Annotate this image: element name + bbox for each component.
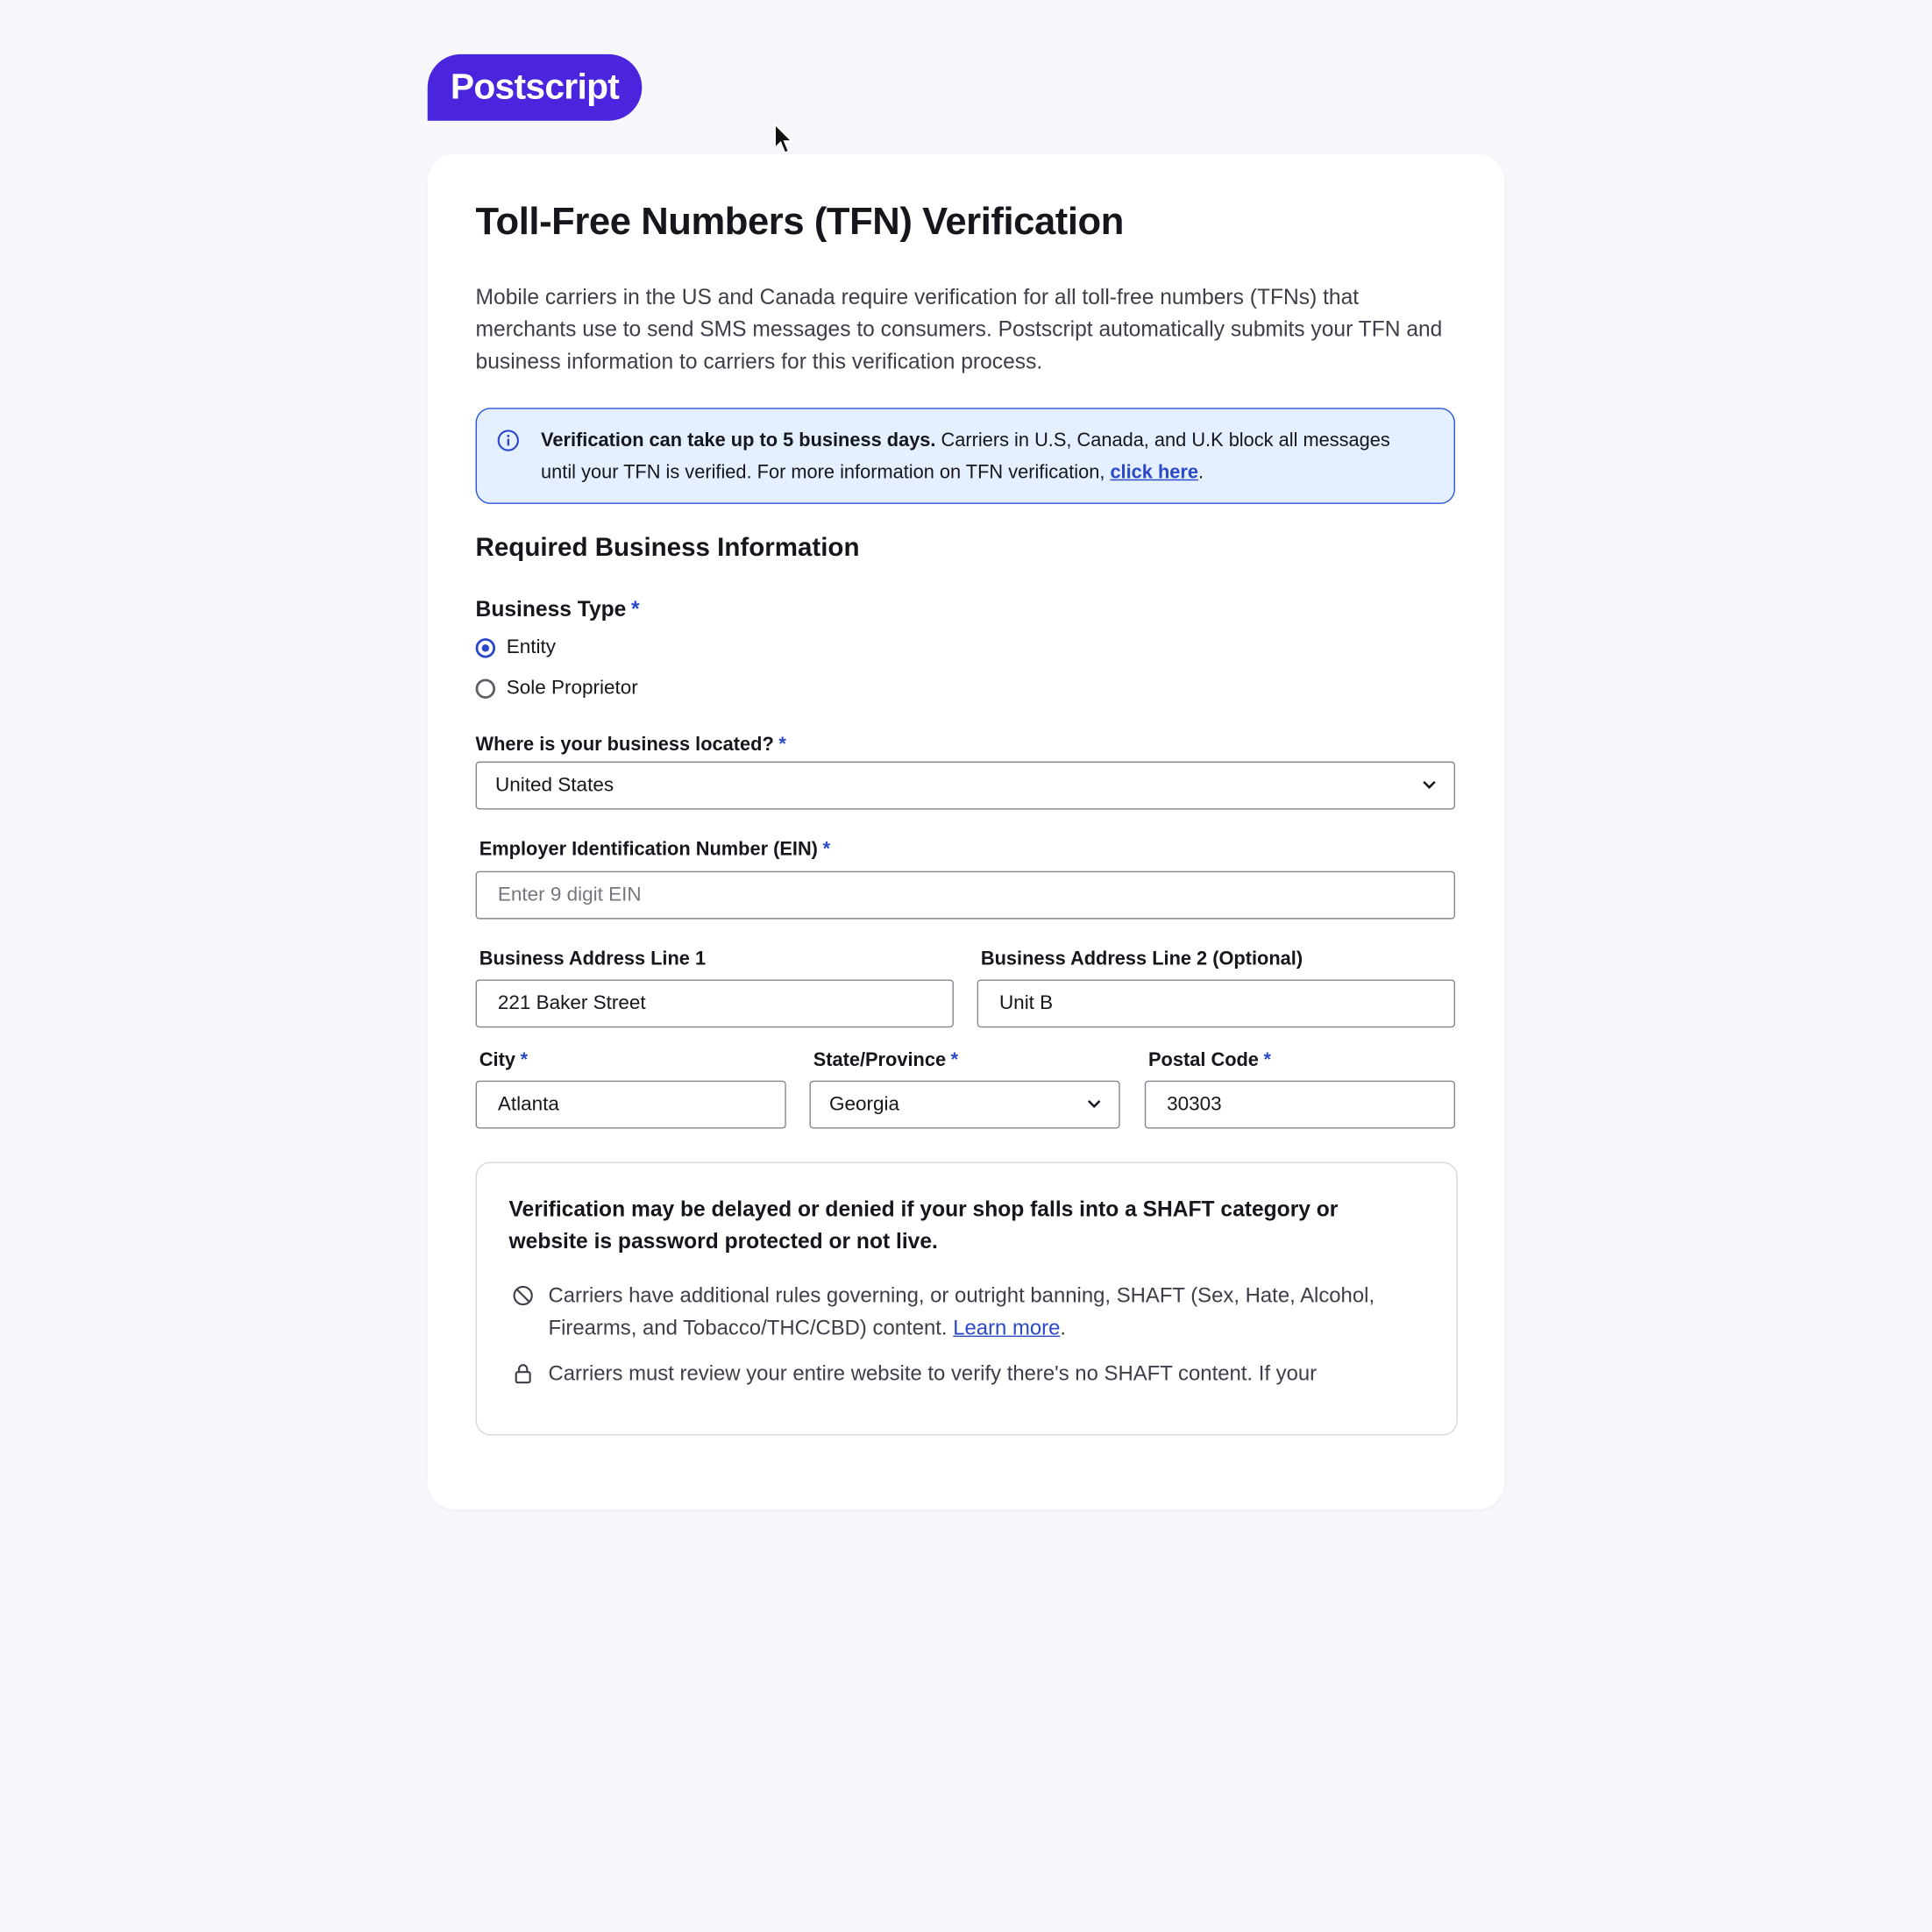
chevron-down-icon xyxy=(1087,1099,1102,1109)
postal-field[interactable] xyxy=(1145,1081,1455,1129)
info-banner-text xyxy=(541,425,1428,489)
postal-label: Postal Code * xyxy=(1148,1049,1272,1071)
city-field[interactable] xyxy=(476,1081,786,1129)
location-select-value: United States xyxy=(495,774,614,796)
city-input[interactable] xyxy=(495,1092,766,1117)
section-title: Required Business Information xyxy=(475,533,860,562)
info-banner xyxy=(476,408,1455,504)
business-type-label: Business Type * xyxy=(475,596,640,622)
intro-text: Mobile carriers in the US and Canada require verification for all toll-free numbers (TFNs) that merchants use to send SMS messages to consumers. Postscript automatically submits your TFN and business information to carriers for this verification process. xyxy=(475,284,1443,373)
radio-entity[interactable] xyxy=(476,637,556,659)
chevron-down-icon xyxy=(1422,780,1437,790)
postal-input[interactable] xyxy=(1164,1092,1435,1117)
mouse-cursor-icon xyxy=(774,124,793,156)
info-banner-body: Carriers in U.S, Canada, and U.K block all messages until your TFN is verified. For more information on TFN verification, xyxy=(541,430,1390,483)
click-here-link[interactable]: click here xyxy=(1110,462,1198,483)
info-icon xyxy=(496,429,520,452)
lock-icon xyxy=(513,1363,534,1384)
info-banner-bold: Verification can take up to 5 business days. xyxy=(541,430,936,451)
warning-title: Verification may be delayed or denied if your shop falls into a SHAFT category or website is password protected or not live. xyxy=(508,1196,1339,1254)
warning-item-shaft-text: Carriers have additional rules governing, or outright banning, SHAFT (Sex, Hate, Alcohol, Firearms, and Tobacco/THC/CBD) content. Learn more. xyxy=(548,1283,1375,1339)
state-select[interactable] xyxy=(809,1081,1119,1129)
address1-input[interactable] xyxy=(495,991,934,1016)
warning-item-website-text: Carriers must review your entire website to verify there's no SHAFT content. If your xyxy=(548,1361,1318,1385)
location-select[interactable] xyxy=(476,762,1455,810)
ein-label: Employer Identification Number (EIN) * xyxy=(479,839,831,861)
shaft-warning-box xyxy=(476,1161,1458,1435)
city-label: City * xyxy=(479,1049,529,1071)
address1-field[interactable] xyxy=(476,979,954,1027)
page-title: Toll-Free Numbers (TFN) Verification xyxy=(475,199,1124,243)
info-banner-end: . xyxy=(1197,462,1204,483)
address2-field[interactable] xyxy=(977,979,1455,1027)
postscript-logo[interactable]: Postscript xyxy=(428,54,643,121)
state-label: State/Province * xyxy=(813,1049,959,1071)
radio-sole-proprietor-button[interactable] xyxy=(476,678,495,698)
learn-more-link[interactable]: Learn more xyxy=(953,1316,1061,1339)
ein-input[interactable] xyxy=(495,883,1435,907)
radio-entity-button[interactable] xyxy=(476,638,495,657)
address2-label: Business Address Line 2 (Optional) xyxy=(980,948,1303,970)
address1-label: Business Address Line 1 xyxy=(479,948,707,970)
location-label: Where is your business located? * xyxy=(475,734,786,756)
radio-sole-proprietor[interactable] xyxy=(476,678,638,700)
ein-field[interactable] xyxy=(476,871,1455,920)
radio-entity-label: Entity xyxy=(506,636,556,658)
address2-input[interactable] xyxy=(997,991,1435,1016)
ban-icon xyxy=(513,1285,534,1306)
radio-sole-proprietor-label: Sole Proprietor xyxy=(506,678,638,699)
state-select-value: Georgia xyxy=(828,1093,899,1115)
